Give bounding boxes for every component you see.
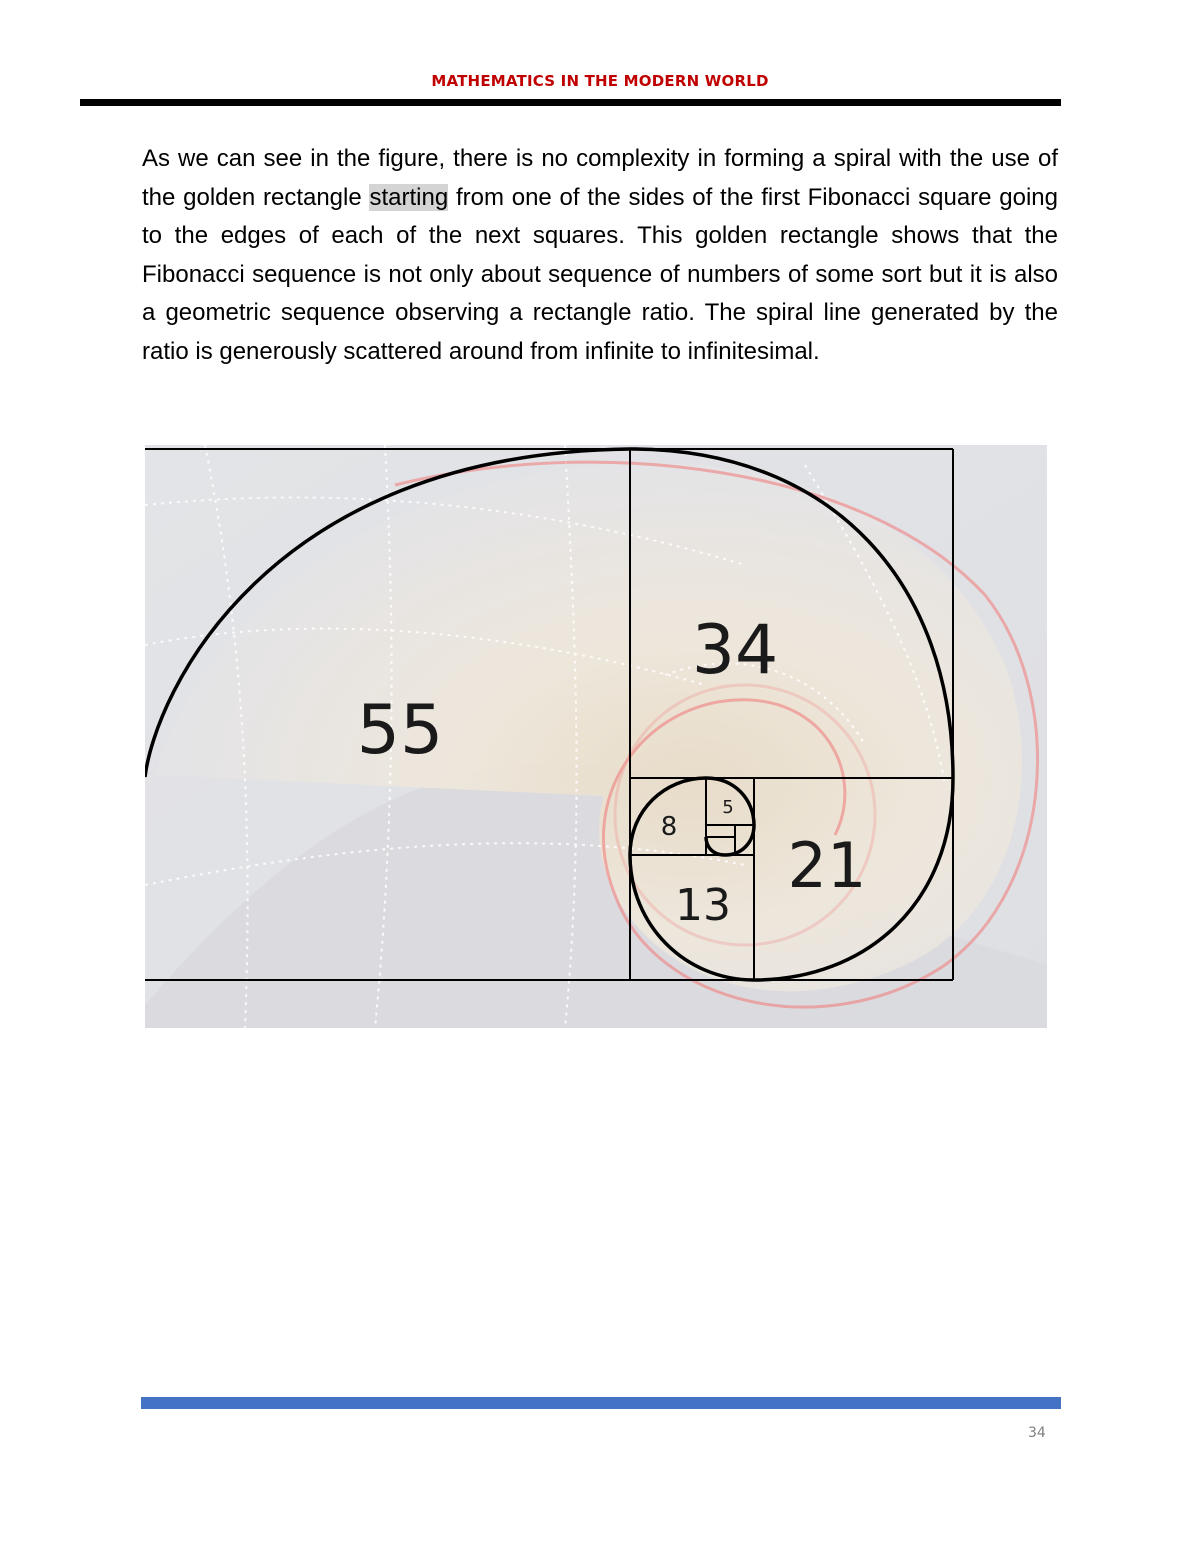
- body-paragraph: [142, 140, 1058, 371]
- fibonacci-spiral-figure: [145, 445, 1047, 1028]
- label-5: 5: [722, 797, 734, 818]
- footer-rule: [141, 1397, 1061, 1409]
- body-text-part-2: from one of the sides of the first Fibonacci square going to the edges of each of the next squares. This golden rectangle shows that the Fibonacci sequence is not only about sequence of numbers of some sort but it is also a geometric sequence observing a rectangle ratio. The spiral line generated by the ratio is generously scattered around from infinite to infinitesimal.: [142, 183, 1058, 365]
- label-55: 55: [356, 691, 444, 770]
- page-header-title: MATHEMATICS IN THE MODERN WORLD: [431, 72, 769, 90]
- body-text-part-1: As we can see in the figure, there is no complexity in forming a spiral with the use of the golden rectangle: [142, 145, 1058, 211]
- label-34: 34: [691, 611, 779, 690]
- label-8: 8: [660, 812, 678, 842]
- label-13: 13: [675, 880, 731, 931]
- page-number: 34: [1028, 1425, 1046, 1441]
- highlighted-word: starting: [369, 183, 449, 211]
- label-21: 21: [787, 829, 867, 902]
- header-rule: [80, 99, 1061, 106]
- fibonacci-spiral-svg: [145, 445, 1047, 1028]
